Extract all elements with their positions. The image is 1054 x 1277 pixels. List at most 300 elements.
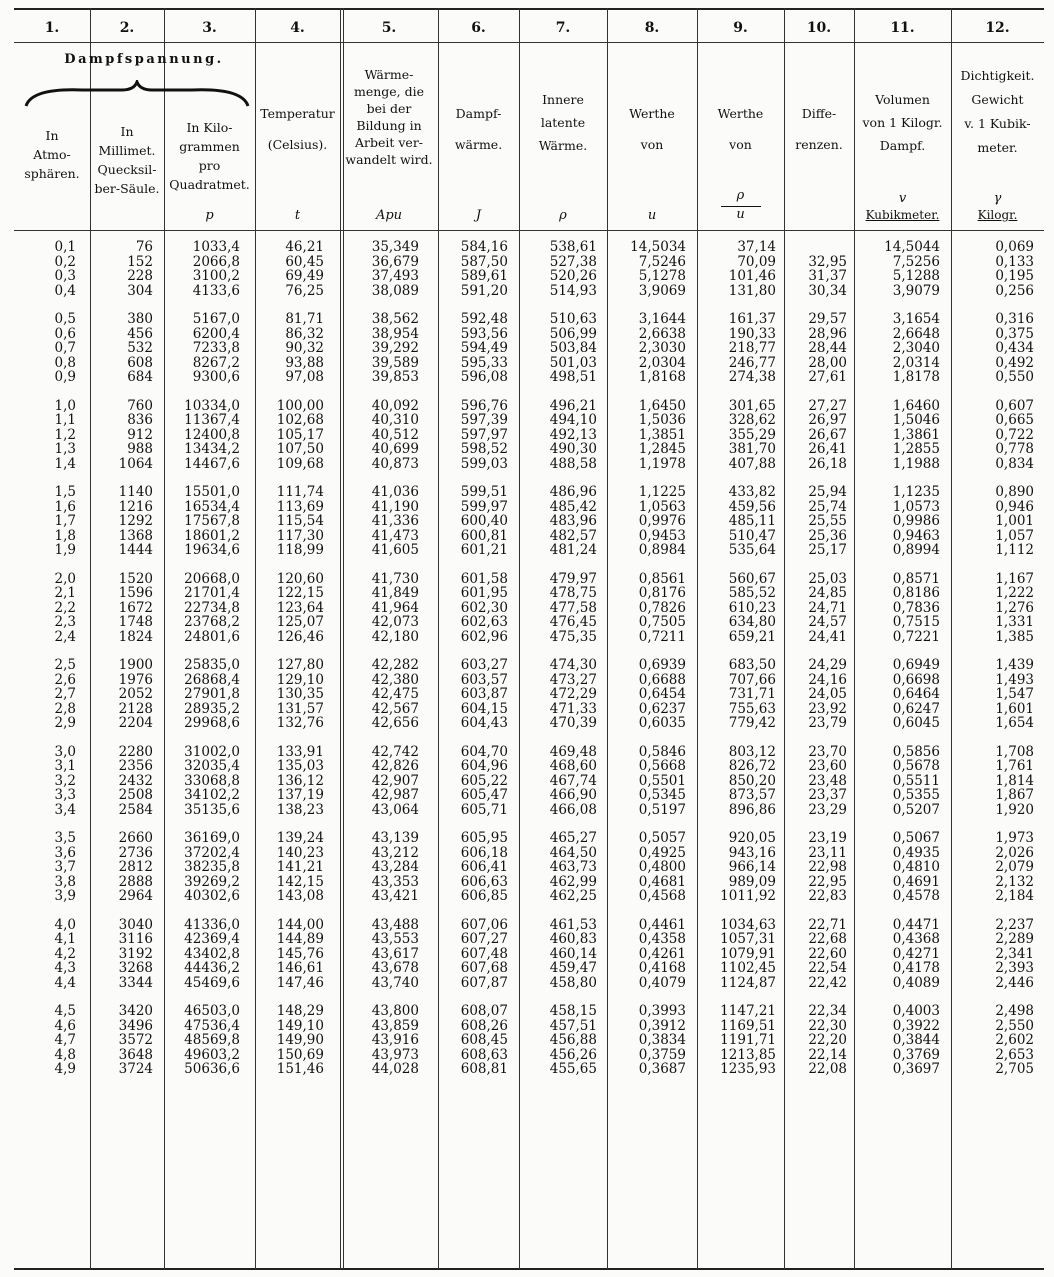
table-cell: 23,37 [808, 787, 847, 803]
table-cell: 1191,71 [720, 1032, 776, 1048]
table-cell: 607,27 [460, 931, 508, 947]
table-cell: 22,83 [808, 888, 847, 904]
table-row [14, 413, 1044, 428]
table-cell: 1,1988 [892, 455, 940, 472]
table-cell: 2508 [118, 787, 153, 803]
table-row [14, 543, 1044, 558]
table-cell: 2,393 [995, 960, 1034, 976]
table-cell: 2052 [118, 686, 153, 702]
table-cell: 107,50 [276, 441, 324, 457]
table-row [14, 687, 1044, 702]
table-cell: 0,3697 [892, 1061, 940, 1077]
table-cell: 26868,4 [184, 671, 240, 688]
table-cell: 584,16 [460, 239, 508, 255]
table-cell: 46,21 [285, 239, 324, 255]
header-c8: Werthe von [629, 106, 675, 152]
table-cell: 25,03 [808, 570, 847, 587]
table-cell: 15501,0 [184, 484, 240, 500]
table-cell: 0,5856 [892, 743, 940, 760]
table-cell: 42,180 [371, 628, 419, 645]
table-cell: 1,6 [54, 498, 76, 515]
table-cell: 0,6464 [892, 686, 940, 702]
row-group [14, 240, 1044, 298]
table-cell: 466,90 [549, 787, 597, 803]
table-cell: 22,42 [808, 974, 847, 991]
table-cell: 43,740 [371, 974, 419, 991]
table-cell: 33068,8 [184, 772, 240, 789]
table-cell: 27,27 [808, 397, 847, 414]
table-cell: 0,834 [995, 455, 1034, 472]
table-cell: 0,6 [54, 325, 76, 342]
table-cell: 43,916 [371, 1032, 419, 1048]
table-cell: 4,6 [54, 1017, 76, 1034]
table-cell: 23,29 [808, 801, 847, 818]
table-cell: 44436,2 [184, 960, 240, 976]
table-cell: 0,4271 [892, 945, 940, 962]
table-cell: 149,90 [276, 1032, 324, 1048]
table-cell: 634,80 [728, 614, 776, 630]
table-cell: 25,36 [808, 527, 847, 544]
table-cell: 3,2 [54, 772, 76, 789]
table-cell: 3,9079 [892, 282, 940, 299]
table-row [14, 1033, 1044, 1048]
table-cell: 603,57 [460, 671, 508, 688]
table-cell: 3,3 [54, 787, 76, 803]
table-cell: 0,6454 [638, 686, 686, 702]
table-row [14, 284, 1044, 299]
table-cell: 475,35 [549, 628, 597, 645]
table-cell: 42,380 [371, 671, 419, 688]
header-c4: Temperatur (Celsius). [260, 106, 335, 152]
table-cell: 131,57 [276, 700, 324, 717]
table-cell: 468,60 [549, 758, 597, 774]
table-cell: 1235,93 [720, 1061, 776, 1077]
table-cell: 1033,4 [192, 239, 240, 255]
table-cell: 1,0573 [892, 498, 940, 515]
table-cell: 608,26 [460, 1017, 508, 1034]
table-cell: 12400,8 [184, 426, 240, 443]
table-cell: 23,48 [808, 772, 847, 789]
table-cell: 466,08 [549, 801, 597, 818]
table-cell: 218,77 [728, 340, 776, 356]
table-cell: 3344 [118, 974, 153, 991]
table-cell: 13434,2 [184, 441, 240, 457]
table-cell: 9300,6 [192, 369, 240, 385]
table-cell: 1,276 [995, 599, 1034, 616]
table-cell: 2,184 [995, 888, 1034, 904]
table-cell: 0,069 [995, 239, 1034, 255]
table-cell: 1,761 [995, 758, 1034, 774]
table-cell: 0,5057 [638, 830, 686, 846]
table-cell: 602,63 [460, 614, 508, 630]
col-number: 3. [202, 20, 217, 36]
table-cell: 131,80 [728, 282, 776, 299]
symbol-rho-over-u: ρ u [697, 188, 784, 223]
table-cell: 0,6949 [892, 657, 940, 673]
row-group [14, 572, 1044, 645]
table-cell: 2964 [118, 888, 153, 904]
table-cell: 510,63 [549, 311, 597, 327]
table-cell: 34102,2 [184, 787, 240, 803]
table-cell: 476,45 [549, 614, 597, 630]
table-cell: 76,25 [285, 282, 324, 299]
row-group [14, 1004, 1044, 1077]
table-cell: 0,5345 [638, 787, 686, 803]
table-cell: 39269,2 [184, 873, 240, 890]
table-cell: 1368 [118, 527, 153, 544]
table-cell: 0,722 [995, 426, 1034, 443]
table-cell: 1140 [118, 484, 153, 500]
table-cell: 228 [127, 268, 153, 284]
table-cell: 3116 [118, 931, 153, 947]
table-cell: 42,656 [371, 715, 419, 731]
table-cell: 4,0 [54, 916, 76, 933]
table-cell: 1213,85 [720, 1046, 776, 1063]
table-cell: 0,5678 [892, 758, 940, 774]
table-cell: 3192 [118, 945, 153, 962]
table-cell: 469,48 [549, 743, 597, 760]
table-row [14, 803, 1044, 818]
table-cell: 1,8168 [638, 369, 686, 385]
table-cell: 23,19 [808, 830, 847, 846]
table-cell: 328,62 [728, 412, 776, 428]
table-cell: 471,33 [549, 700, 597, 717]
table-cell: 4,4 [54, 974, 76, 991]
table-cell: 0,4089 [892, 974, 940, 991]
table-cell: 2,6 [54, 671, 76, 688]
table-cell: 21701,4 [184, 585, 240, 601]
table-cell: 2,7 [54, 686, 76, 702]
table-cell: 109,68 [276, 455, 324, 472]
symbol-v: v Kubikmeter. [865, 191, 940, 222]
table-cell: 141,21 [276, 859, 324, 875]
table-cell: 610,23 [728, 599, 776, 616]
table-cell: 608,07 [460, 1003, 508, 1019]
table-cell: 120,60 [276, 570, 324, 587]
table-cell: 0,8994 [892, 542, 940, 558]
table-cell: 1011,92 [720, 888, 776, 904]
table-cell: 1,2845 [638, 441, 686, 457]
table-cell: 0,7211 [638, 628, 686, 645]
table-cell: 2,237 [995, 916, 1034, 933]
table-cell: 912 [127, 426, 153, 443]
table-cell: 3100,2 [192, 268, 240, 284]
table-cell: 1900 [118, 657, 153, 673]
table-cell: 28,44 [808, 340, 847, 356]
table-cell: 14,5034 [630, 239, 686, 255]
table-cell: 2356 [118, 758, 153, 774]
table-cell: 0,6237 [638, 700, 686, 717]
table-cell: 0,8984 [638, 542, 686, 558]
table-cell: 100,00 [276, 397, 324, 414]
table-cell: 966,14 [728, 859, 776, 875]
table-row [14, 788, 1044, 803]
table-cell: 0,6247 [892, 700, 940, 717]
row-group [14, 658, 1044, 731]
table-cell: 2,550 [995, 1017, 1034, 1034]
table-cell: 40302,6 [184, 888, 240, 904]
table-cell: 24,05 [808, 686, 847, 702]
table-cell: 18601,2 [184, 527, 240, 544]
table-cell: 20668,0 [184, 570, 240, 587]
table-cell: 538,61 [549, 239, 597, 255]
table-cell: 0,4261 [638, 945, 686, 962]
table-cell: 0,4168 [638, 960, 686, 976]
table-cell: 38,954 [371, 325, 419, 342]
table-cell: 42,073 [371, 614, 419, 630]
row-group [14, 312, 1044, 385]
table-cell: 14467,6 [184, 455, 240, 472]
table-cell: 23,92 [808, 700, 847, 717]
table-cell: 45469,6 [184, 974, 240, 991]
table-cell: 38,562 [371, 311, 419, 327]
table-cell: 130,35 [276, 686, 324, 702]
table-cell: 101,46 [728, 268, 776, 284]
table-cell: 2,498 [995, 1003, 1034, 1019]
table-cell: 2204 [118, 715, 153, 731]
table-cell: 22734,8 [184, 599, 240, 616]
table-row [14, 457, 1044, 472]
table-cell: 1064 [118, 455, 153, 472]
table-cell: 473,27 [549, 671, 597, 688]
table-cell: 0,946 [995, 498, 1034, 515]
table-cell: 0,7826 [638, 599, 686, 616]
table-cell: 850,20 [728, 772, 776, 789]
table-cell: 2,1 [54, 585, 76, 601]
table-cell: 148,29 [276, 1003, 324, 1019]
table-row [14, 615, 1044, 630]
table-cell: 1444 [118, 542, 153, 558]
table-cell: 42,567 [371, 700, 419, 717]
table-cell: 0,607 [995, 397, 1034, 414]
table-cell: 604,15 [460, 700, 508, 717]
table-row [14, 269, 1044, 284]
table-cell: 605,47 [460, 787, 508, 803]
table-cell: 22,68 [808, 931, 847, 947]
table-cell: 460,14 [549, 945, 597, 962]
table-row [14, 673, 1044, 688]
symbol-u: u [647, 208, 657, 223]
table-cell: 1672 [118, 599, 153, 616]
table-cell: 0,1 [54, 239, 76, 255]
table-cell: 69,49 [285, 268, 324, 284]
table-cell: 1,8178 [892, 369, 940, 385]
table-cell: 602,96 [460, 628, 508, 645]
table-cell: 0,5511 [892, 772, 940, 789]
table-cell: 70,09 [737, 253, 776, 270]
table-row [14, 529, 1044, 544]
table-cell: 1,1 [54, 412, 76, 428]
table-row [14, 745, 1044, 760]
table-cell: 29,57 [808, 311, 847, 327]
table-cell: 490,30 [549, 441, 597, 457]
table-cell: 36,679 [371, 253, 419, 270]
table-cell: 0,3922 [892, 1017, 940, 1034]
table-cell: 145,76 [276, 945, 324, 962]
table-cell: 90,32 [285, 340, 324, 356]
table-cell: 462,25 [549, 888, 597, 904]
table-cell: 38,089 [371, 282, 419, 299]
table-cell: 31,37 [808, 268, 847, 284]
table-cell: 115,54 [276, 513, 324, 529]
table-cell: 2066,8 [192, 253, 240, 270]
table-cell: 595,33 [460, 354, 508, 371]
table-cell: 0,890 [995, 484, 1034, 500]
table-cell: 474,30 [549, 657, 597, 673]
table-cell: 0,2 [54, 253, 76, 270]
table-cell: 0,4003 [892, 1003, 940, 1019]
table-cell: 22,98 [808, 859, 847, 875]
table-cell: 607,06 [460, 916, 508, 933]
table-cell: 826,72 [728, 758, 776, 774]
table-cell: 2584 [118, 801, 153, 818]
table-cell: 3648 [118, 1046, 153, 1063]
table-cell: 50636,6 [184, 1061, 240, 1077]
table-cell: 32,95 [808, 253, 847, 270]
header-c1: In Atmo- sphären. [24, 128, 80, 181]
group-header-dampfspannung: Dampfspannung. [64, 52, 224, 67]
table-cell: 143,08 [276, 888, 324, 904]
table-cell: 7,5246 [638, 253, 686, 270]
table-cell: 608 [127, 354, 153, 371]
table-cell: 24,71 [808, 599, 847, 616]
table-cell: 22,54 [808, 960, 847, 976]
table-cell: 5,1288 [892, 268, 940, 284]
table-row [14, 759, 1044, 774]
table-cell: 760 [127, 397, 153, 414]
table-cell: 1,112 [995, 542, 1034, 558]
table-cell: 23,60 [808, 758, 847, 774]
table-cell: 600,81 [460, 527, 508, 544]
table-cell: 1292 [118, 513, 153, 529]
table-cell: 1,0563 [638, 498, 686, 515]
table-cell: 30,34 [808, 282, 847, 299]
table-cell: 604,70 [460, 743, 508, 760]
table-cell: 2128 [118, 700, 153, 717]
table-cell: 496,21 [549, 397, 597, 414]
table-cell: 2432 [118, 772, 153, 789]
table-cell: 2,3 [54, 614, 76, 630]
table-cell: 23,11 [808, 844, 847, 861]
table-cell: 152 [127, 253, 153, 270]
table-cell: 42,742 [371, 743, 419, 760]
table-cell: 599,03 [460, 455, 508, 472]
table-cell: 29968,6 [184, 715, 240, 731]
table-cell: 43,212 [371, 844, 419, 861]
table-row [14, 932, 1044, 947]
table-cell: 600,40 [460, 513, 508, 529]
table-cell: 0,316 [995, 311, 1034, 327]
table-cell: 23768,2 [184, 614, 240, 630]
table-cell: 598,52 [460, 441, 508, 457]
table-cell: 482,57 [549, 527, 597, 544]
col-number: 5. [381, 20, 397, 36]
table-cell: 1169,51 [720, 1017, 776, 1034]
table-cell: 304 [127, 282, 153, 299]
table-cell: 40,512 [371, 426, 419, 443]
table-cell: 76 [135, 239, 153, 255]
col-number: 12. [985, 20, 1010, 36]
table-cell: 465,27 [549, 830, 597, 846]
table-cell: 42,987 [371, 787, 419, 803]
table-cell: 1748 [118, 614, 153, 630]
table-cell: 3,1644 [638, 311, 686, 327]
table-cell: 535,64 [728, 542, 776, 558]
table-cell: 3,1 [54, 758, 76, 774]
table-cell: 0,5668 [638, 758, 686, 774]
table-cell: 144,89 [276, 931, 324, 947]
table-cell: 486,96 [549, 484, 597, 500]
table-cell: 161,37 [728, 311, 776, 327]
table-cell: 49603,2 [184, 1046, 240, 1063]
table-cell: 35135,6 [184, 801, 240, 818]
table-cell: 606,41 [460, 859, 508, 875]
table-cell: 605,22 [460, 772, 508, 789]
table-cell: 1,2855 [892, 441, 940, 457]
table-cell: 22,34 [808, 1003, 847, 1019]
table-cell: 140,23 [276, 844, 324, 861]
table-cell: 456 [127, 325, 153, 342]
col-number: 8. [644, 20, 660, 36]
table-cell: 40,873 [371, 455, 419, 472]
table-cell: 2,026 [995, 844, 1034, 861]
table-cell: 608,81 [460, 1061, 508, 1077]
table-cell: 26,18 [808, 455, 847, 472]
table-cell: 22,14 [808, 1046, 847, 1063]
table-cell: 481,24 [549, 542, 597, 558]
table-cell: 1,493 [995, 671, 1034, 688]
table-cell: 1824 [118, 628, 153, 645]
col-number: 7. [555, 20, 571, 36]
table-cell: 43,139 [371, 830, 419, 846]
table-cell: 7233,8 [192, 340, 240, 356]
table-row [14, 875, 1044, 890]
table-cell: 46503,0 [184, 1003, 240, 1019]
table-cell: 23,79 [808, 715, 847, 731]
table-cell: 81,71 [285, 311, 324, 327]
table-cell: 127,80 [276, 657, 324, 673]
table-cell: 2,0 [54, 570, 76, 587]
table-row [14, 889, 1044, 904]
row-group [14, 399, 1044, 472]
table-cell: 41,473 [371, 527, 419, 544]
table-cell: 605,71 [460, 801, 508, 818]
table-cell: 599,51 [460, 484, 508, 500]
table-cell: 478,75 [549, 585, 597, 601]
table-cell: 2,6638 [638, 325, 686, 342]
table-cell: 604,96 [460, 758, 508, 774]
table-cell: 5,1278 [638, 268, 686, 284]
table-cell: 4,5 [54, 1003, 76, 1019]
table-cell: 596,76 [460, 397, 508, 414]
table-row [14, 312, 1044, 327]
table-cell: 0,8 [54, 354, 76, 371]
table-cell: 26,97 [808, 412, 847, 428]
col-number: 4. [290, 20, 305, 36]
table-cell: 137,19 [276, 787, 324, 803]
header-c7: Innere latente Wärme. [538, 92, 588, 153]
table-cell: 683,50 [728, 657, 776, 673]
table-row [14, 702, 1044, 717]
table-cell: 47536,4 [184, 1017, 240, 1034]
table-cell: 93,88 [285, 354, 324, 371]
table-cell: 1,5 [54, 484, 76, 500]
table-cell: 133,91 [276, 743, 324, 760]
table-cell: 25,17 [808, 542, 847, 558]
table-cell: 1,920 [995, 801, 1034, 818]
table-cell: 0,8571 [892, 570, 940, 587]
table-cell: 42,826 [371, 758, 419, 774]
